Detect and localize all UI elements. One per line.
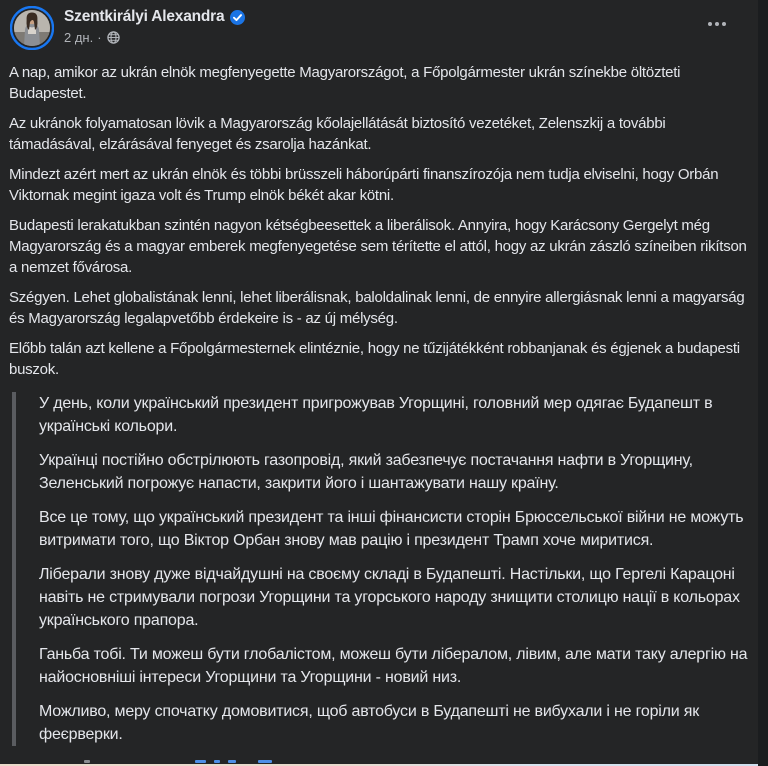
post-paragraph: Mindezt azért mert az ukrán elnök és többi brüsszeli háborúpárti finanszírozója nem tudja elviselni, hogy Orbán Viktornak megint igaza volt és Trump elnök békét akar kötni.: [9, 166, 719, 204]
translated-link-fragment[interactable]: [214, 760, 220, 763]
post-paragraph: A nap, amikor az ukrán elnök megfenyegette Magyarországot, a Főpolgármester ukrán színekbe öltözteti Budapestet.: [9, 64, 681, 102]
post-timestamp[interactable]: 2 дн.: [64, 30, 94, 45]
globe-icon: [107, 31, 120, 44]
post-paragraph: Szégyen. Lehet globalistának lenni, lehet liberálisnak, baloldalinak lenni, de ennyire allergiásnak lenni a magyarság és Magyarország legalapvetőbb érdekeire is - az új mélység.: [9, 289, 745, 327]
quote-paragraph: Можливо, меру спочатку домовитися, щоб автобуси в Будапешті не вибухали і не горіли як феєрверки.: [39, 703, 700, 743]
more-options-icon: [708, 22, 712, 26]
translated-link-fragment[interactable]: [228, 760, 236, 763]
quote-paragraph: Ліберали знову дуже відчайдушні на своєму складі в Будапешті. Настільки, що Гергелі Карацоні навіть не стримували погрози Угорщини та угорського народу знищити столицю нації в кольорах українського прапора.: [39, 566, 740, 629]
post-paragraph: Előbb talán azt kellene a Főpolgármesternek elintéznie, hogy ne tűzijátékként robbanjanak és égjenek a budapesti buszok.: [9, 340, 740, 378]
footer-text-fragment: [84, 760, 90, 763]
quote-paragraph: Ганьба тобі. Ти можеш бути глобалістом, можеш бути лібералом, лівим, але мати таку алергію на найосновніші інтереси Угорщини та Угорщини - новий низ.: [39, 646, 748, 686]
header-text: [64, 6, 702, 45]
verified-badge-icon: [230, 10, 245, 25]
author-name[interactable]: Szentkirályi Alexandra: [64, 8, 225, 25]
more-options-button[interactable]: [702, 16, 732, 32]
post-paragraph: Az ukránok folyamatosan lövik a Magyarország kőolajellátását biztosító vezetéket, Zelenszkij a további támadásával, elzárásával fenyeget és zsarolja hazánkat.: [9, 115, 666, 153]
avatar[interactable]: [10, 6, 54, 50]
post-body: [0, 50, 758, 746]
meta-separator: ·: [97, 30, 102, 45]
more-options-icon: [722, 22, 726, 26]
quote-paragraph: Українці постійно обстрілюють газопровід, який забезпечує постачання нафти в Угорщину, Зеленський погрожує напасти, закрити його і шантажувати нашу країну.: [39, 452, 693, 492]
translated-link-fragment[interactable]: [195, 760, 206, 763]
translated-link-fragment[interactable]: [258, 760, 272, 763]
more-options-icon: [715, 22, 719, 26]
post-header: [0, 0, 758, 50]
post-paragraph: Budapesti lerakatukban szintén nagyon kétségbeesettek a liberálisok. Annyira, hogy Karácsony Gergelyt még Magyarország és a magyar emberek megfenyegetése sem térítette el attól, hogy az ukrán zászló színeiben rikítson a nemzet fővárosa.: [9, 217, 747, 276]
quote-paragraph: У день, коли український президент пригрожував Угорщині, головний мер одягає Будапешт в українські кольори.: [39, 395, 713, 435]
page-gutter: [758, 0, 768, 766]
quote-paragraph: Все це тому, що український президент та інші фінансисти сторін Брюссельської війни не можуть витримати того, що Віктор Орбан знову мав рацію і президент Трамп хоче миритися.: [39, 509, 744, 549]
quoted-translation-block: [12, 392, 749, 746]
